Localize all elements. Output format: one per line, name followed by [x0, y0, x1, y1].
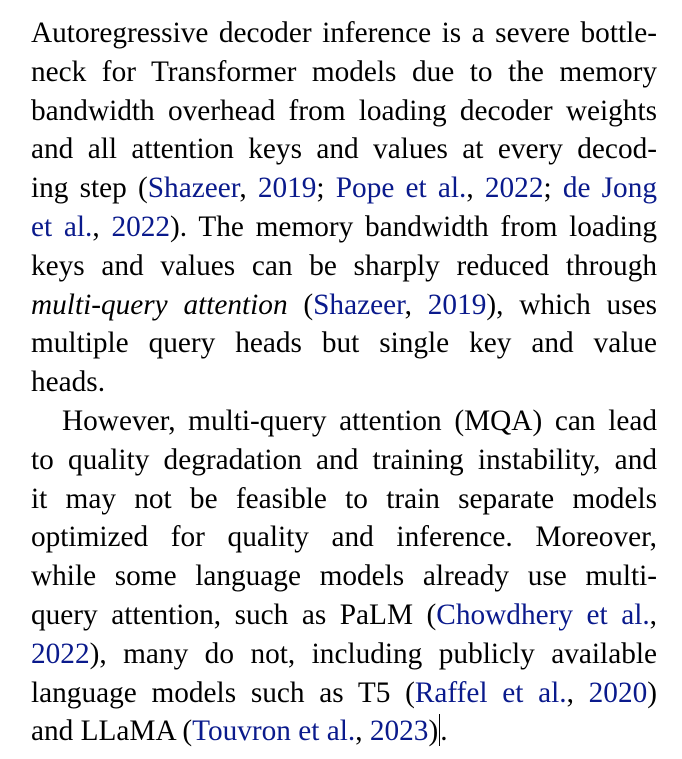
paragraph-1: [31, 14, 657, 402]
text-run: ing step (: [31, 172, 148, 205]
text-line: [31, 402, 657, 441]
text-run: multiple query heads but single key and value: [31, 327, 657, 360]
text-run: .: [440, 715, 448, 748]
text-line: [31, 674, 657, 713]
text-line: [31, 92, 657, 131]
text-line: [31, 53, 657, 92]
text-run: ): [647, 676, 657, 709]
text-run: ,: [92, 210, 112, 243]
text-line: [31, 518, 657, 557]
text-run: ,: [355, 715, 370, 748]
text-run: ,: [404, 288, 428, 321]
text-line: [31, 441, 657, 480]
text-line: [31, 324, 657, 363]
emphasis-text: multi-query attention: [31, 288, 288, 321]
citation-link[interactable]: 2020: [588, 676, 648, 709]
text-line: [31, 169, 657, 208]
text-run: ,: [239, 172, 258, 205]
paragraph-2: [31, 402, 657, 751]
text-run: However, multi-query attention (MQA) can lead: [62, 404, 657, 437]
text-line: [31, 363, 657, 402]
text-line: [31, 712, 657, 751]
text-run: (: [287, 288, 314, 321]
text-run: while some language models already use multi-: [31, 560, 657, 593]
text-run: heads.: [31, 366, 106, 399]
citation-link[interactable]: de Jong: [562, 172, 657, 205]
text-run: Autoregressive decoder inference is a severe bottle-: [31, 17, 657, 49]
citation-link[interactable]: 2023: [369, 715, 429, 748]
text-run: neck for Transformer models due to the memory: [31, 55, 657, 88]
text-run: ,: [466, 172, 485, 205]
citation-link[interactable]: et al.: [31, 210, 93, 243]
text-line: [31, 480, 657, 519]
text-run: keys and values can be sharply reduced through: [31, 249, 657, 282]
citation-link[interactable]: Chowdhery et al.: [436, 598, 650, 631]
citation-link[interactable]: Raffel et al.: [414, 676, 567, 709]
text-line: [31, 635, 657, 674]
text-line: [31, 14, 657, 53]
citation-link[interactable]: 2022: [111, 210, 171, 243]
text-run: language models such as T5 (: [31, 676, 415, 709]
text-run: ,: [566, 676, 589, 709]
text-run: it may not be feasible to train separate models: [31, 482, 657, 515]
text-run: query attention, such as PaLM (: [31, 598, 437, 631]
text-run: and all attention keys and values at every decod-: [31, 133, 657, 166]
text-line: [31, 596, 657, 635]
citation-link[interactable]: 2019: [427, 288, 487, 321]
citation-link[interactable]: 2019: [257, 172, 317, 205]
paper-body: [31, 14, 657, 751]
text-run: ), which uses: [486, 288, 658, 321]
text-run: to quality degradation and training instability, and: [31, 443, 657, 476]
text-run: ). The memory bandwidth from loading: [170, 210, 657, 243]
citation-link[interactable]: 2022: [31, 637, 90, 670]
text-run: ,: [649, 598, 657, 631]
text-run: bandwidth overhead from loading decoder weights: [31, 94, 657, 127]
text-run: and LLaMA (: [31, 715, 193, 748]
text-run: ;: [316, 172, 336, 205]
text-line: [31, 286, 657, 325]
text-line: [31, 247, 657, 286]
citation-link[interactable]: 2022: [484, 172, 544, 205]
citation-link[interactable]: Pope et al.: [335, 172, 467, 205]
text-line: [31, 557, 657, 596]
citation-link[interactable]: Touvron et al.: [192, 715, 356, 748]
text-run: ;: [543, 172, 563, 205]
text-run: optimized for quality and inference. Moreover,: [31, 521, 657, 554]
text-run: ), many do not, including publicly available: [89, 637, 657, 670]
text-run: ): [428, 715, 439, 748]
citation-link[interactable]: Shazeer: [147, 172, 240, 205]
text-line: [31, 208, 657, 247]
citation-link[interactable]: Shazeer: [313, 288, 405, 321]
text-line: [31, 130, 657, 169]
